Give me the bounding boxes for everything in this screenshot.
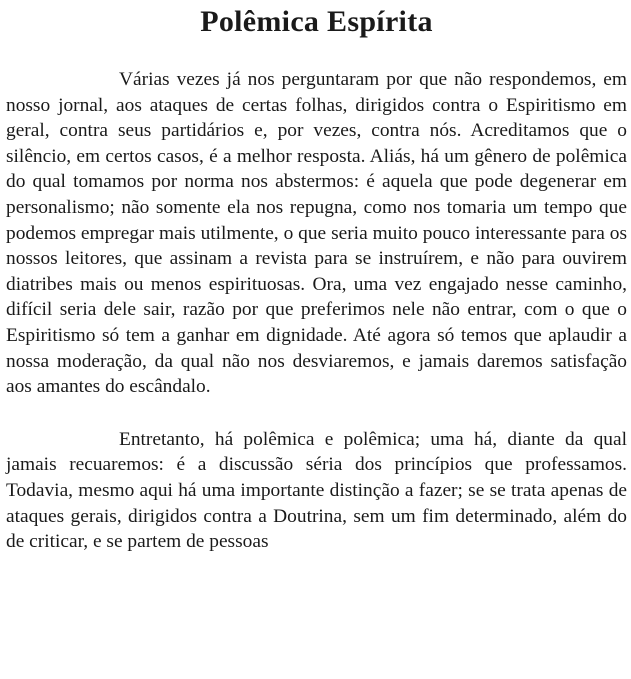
paragraph-1: Várias vezes já nos perguntaram por que não respondemos, em nosso jornal, aos ataques de certas folhas, dirigidos contra o Espiritismo em geral, contra seus partidários e, por vezes, contra nós. Acreditamos que o silêncio, em certos casos, é a melhor resposta. Aliás, há um gênero de polêmica do qual tomamos por norma nos abstermos: é aquela que pode degenerar em personalismo; não somente ela nos repugna, como nos tomaria um tempo que podemos empregar mais utilmente, o que seria muito pouco interessante para os nossos leitores, que assinam a revista para se instruírem, e não para ouvirem diatribes mais ou menos espirituosas. Ora, uma vez engajado nesse caminho, difícil seria dele sair, razão por que preferimos nele não entrar, com o que o Espiritismo só tem a ganhar em dignidade. Até agora só temos que aplaudir a nossa moderação, da qual não nos desviaremos, e jamais daremos satisfação aos amantes do escândalo.	[6, 69, 627, 398]
page-title: Polêmica Espírita	[200, 5, 433, 38]
document-page	[6, 0, 627, 555]
paragraph-2: Entretanto, há polêmica e polêmica; uma há, diante da qual jamais recuaremos: é a discussão séria dos princípios que professamos. Todavia, mesmo aqui há uma importante distinção a fazer; se se trata apenas de ataques gerais, dirigidos contra a Doutrina, sem um fim determinado, além do de criticar, e se partem de pessoas	[6, 428, 627, 553]
